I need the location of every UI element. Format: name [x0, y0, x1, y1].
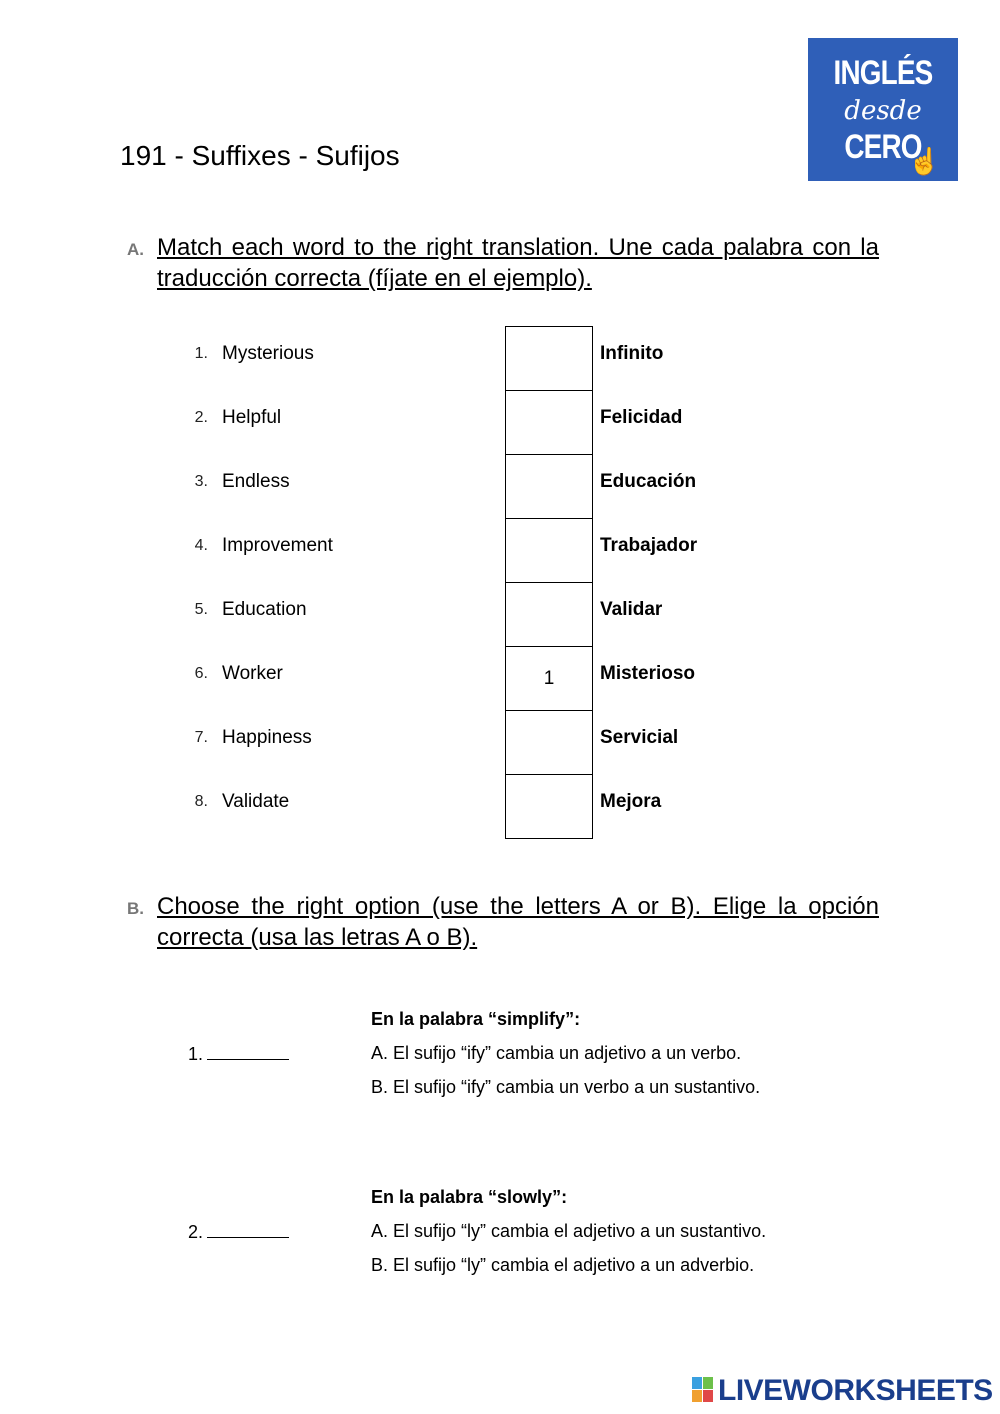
item-translation: Educación [600, 471, 697, 492]
page-title: 191 - Suffixes - Sufijos [120, 140, 400, 171]
item-word: Happiness [222, 727, 312, 748]
section-a-instruction: Match each word to the right translation. Une cada palabra con la traducción correcta (fíjate en el ejemplo). [157, 234, 879, 292]
question-heading: En la palabra “slowly”: [371, 1187, 568, 1207]
item-translation: Servicial [600, 727, 679, 748]
item-word: Education [222, 599, 307, 620]
question-heading: En la palabra “simplify”: [371, 1009, 581, 1029]
item-translation: Trabajador [600, 535, 698, 556]
item-translation: Infinito [600, 343, 664, 364]
item-number: 3. [194, 473, 208, 490]
item-translation: Validar [600, 599, 663, 620]
item-number: 7. [194, 729, 208, 746]
item-number: 2. [194, 409, 208, 426]
item-word: Helpful [222, 407, 282, 428]
liveworksheets-logo-icon [692, 1377, 714, 1403]
question-number [188, 1221, 289, 1243]
question-number [188, 1043, 289, 1065]
item-translation: Misterioso [600, 663, 696, 684]
section-b-instruction: Choose the right option (use the letters A or B). Elige la opción correcta (usa las letras A o B). [157, 893, 879, 951]
logo-line-1: INGLÉS [833, 54, 933, 92]
answer-blank[interactable] [207, 1221, 289, 1238]
answer-box[interactable]: 1 [505, 646, 593, 711]
ingles-desde-cero-logo [808, 38, 958, 181]
section-b-letter: B. [127, 899, 144, 918]
answer-blank[interactable] [207, 1043, 289, 1060]
section-a-letter: A. [127, 240, 144, 259]
answer-box[interactable] [505, 710, 593, 775]
item-number: 5. [194, 601, 208, 618]
logo-line-3: CERO [844, 128, 922, 166]
item-word: Endless [222, 471, 290, 492]
item-word: Worker [222, 663, 283, 684]
item-word: Mysterious [222, 343, 314, 364]
answer-box[interactable] [505, 326, 593, 391]
answer-box[interactable] [505, 454, 593, 519]
option-b: B. El sufijo “ly” cambia el adjetivo a un adverbio. [371, 1255, 755, 1275]
answer-box[interactable] [505, 774, 593, 839]
pointer-hand-icon: ☝ [908, 146, 941, 176]
item-translation: Felicidad [600, 407, 683, 428]
question-number-label: 2. [188, 1222, 204, 1242]
item-translation: Mejora [600, 791, 662, 812]
item-number: 4. [194, 537, 208, 554]
question-number-label: 1. [188, 1044, 204, 1064]
answer-box[interactable] [505, 518, 593, 583]
brand-text: LIVEWORKSHEETS [718, 1374, 993, 1407]
item-number: 6. [194, 665, 208, 682]
liveworksheets-brand [692, 1374, 993, 1408]
item-word: Improvement [222, 535, 333, 556]
item-number: 1. [194, 345, 208, 362]
option-a: A. El sufijo “ly” cambia el adjetivo a un sustantivo. [371, 1221, 767, 1241]
answer-box[interactable] [505, 582, 593, 647]
item-word: Validate [222, 791, 290, 812]
option-a: A. El sufijo “ify” cambia un adjetivo a un verbo. [371, 1043, 742, 1063]
item-number: 8. [194, 793, 208, 810]
answer-box[interactable] [505, 390, 593, 455]
logo-line-2: desde [844, 96, 922, 126]
option-b: B. El sufijo “ify” cambia un verbo a un sustantivo. [371, 1077, 761, 1097]
